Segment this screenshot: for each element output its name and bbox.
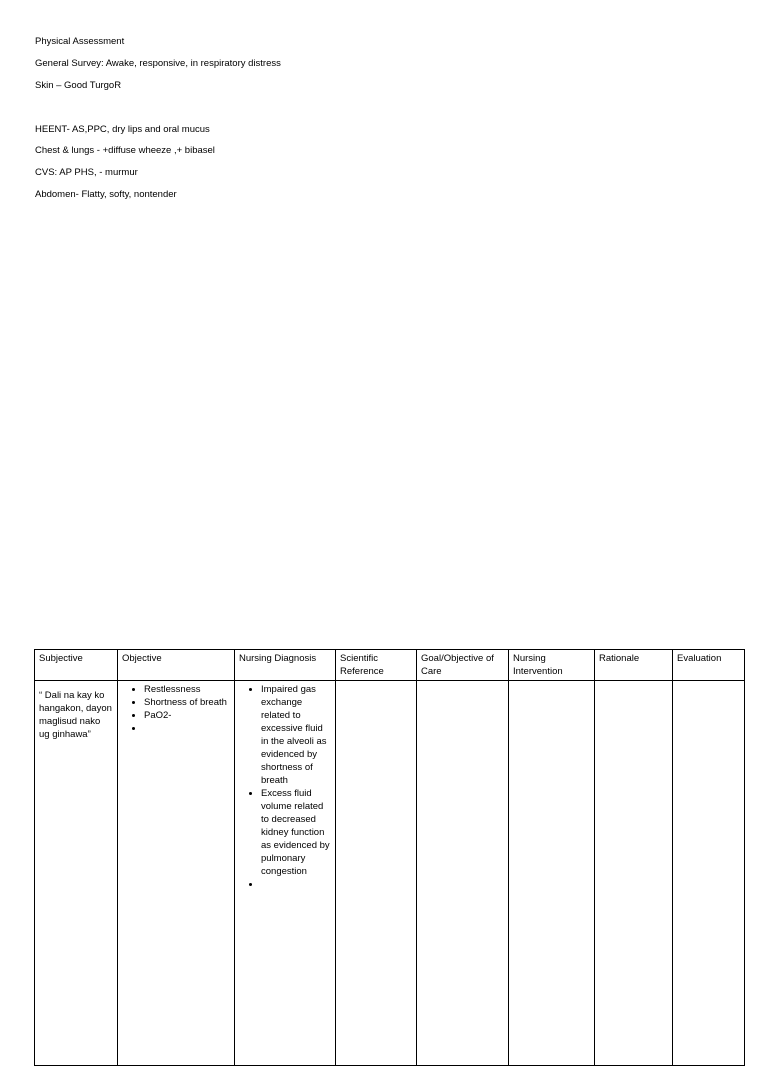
skin-finding: Skin – Good TurgoR [35,80,122,91]
list-item: • Excess fluid volume related to decreased kidney function as evidenced by pulmonary congestion [261,787,331,878]
list-item [261,878,331,891]
list-item: • PaO2- [144,709,230,722]
subjective-quote: “ Dali na kay ko hangakon, dayon maglisud nako ug ginhawa” [39,690,112,740]
assessment-heading: Physical Assessment [35,36,125,47]
header-rationale: Rationale [595,650,673,681]
cell-goal-objective [417,681,509,1066]
list-item: • Shortness of breath [144,696,230,709]
cvs-finding: CVS: AP PHS, - murmur [35,167,138,178]
table-header-row [35,650,745,681]
header-nursing-diagnosis: Nursing Diagnosis [235,650,336,681]
list-item [144,722,230,735]
nursing-care-plan-table [34,649,745,1066]
cell-nursing-diagnosis [235,681,336,1066]
cell-objective [118,681,235,1066]
general-survey: General Survey: Awake, responsive, in respiratory distress [35,58,281,69]
header-nursing-intervention: Nursing Intervention [509,650,595,681]
cell-evaluation [673,681,745,1066]
chest-lungs-finding: Chest & lungs - +diffuse wheeze ,+ bibasel [35,145,215,156]
heent-finding: HEENT- AS,PPC, dry lips and oral mucus [35,124,210,135]
diagnosis-list [239,683,331,891]
list-item: • Restlessness [144,683,230,696]
table-row [35,681,745,1066]
header-evaluation: Evaluation [673,650,745,681]
cell-scientific-reference [336,681,417,1066]
abdomen-finding: Abdomen- Flatty, softy, nontender [35,189,177,200]
cell-nursing-intervention [509,681,595,1066]
header-objective: Objective [118,650,235,681]
header-subjective: Subjective [35,650,118,681]
cell-rationale [595,681,673,1066]
header-goal-objective: Goal/Objective of Care [417,650,509,681]
list-item: • Impaired gas exchange related to excessive fluid in the alveoli as evidenced by shortness of breath [261,683,331,787]
cell-subjective [35,681,118,1066]
header-scientific-reference: Scientific Reference [336,650,417,681]
objective-list [122,683,230,735]
